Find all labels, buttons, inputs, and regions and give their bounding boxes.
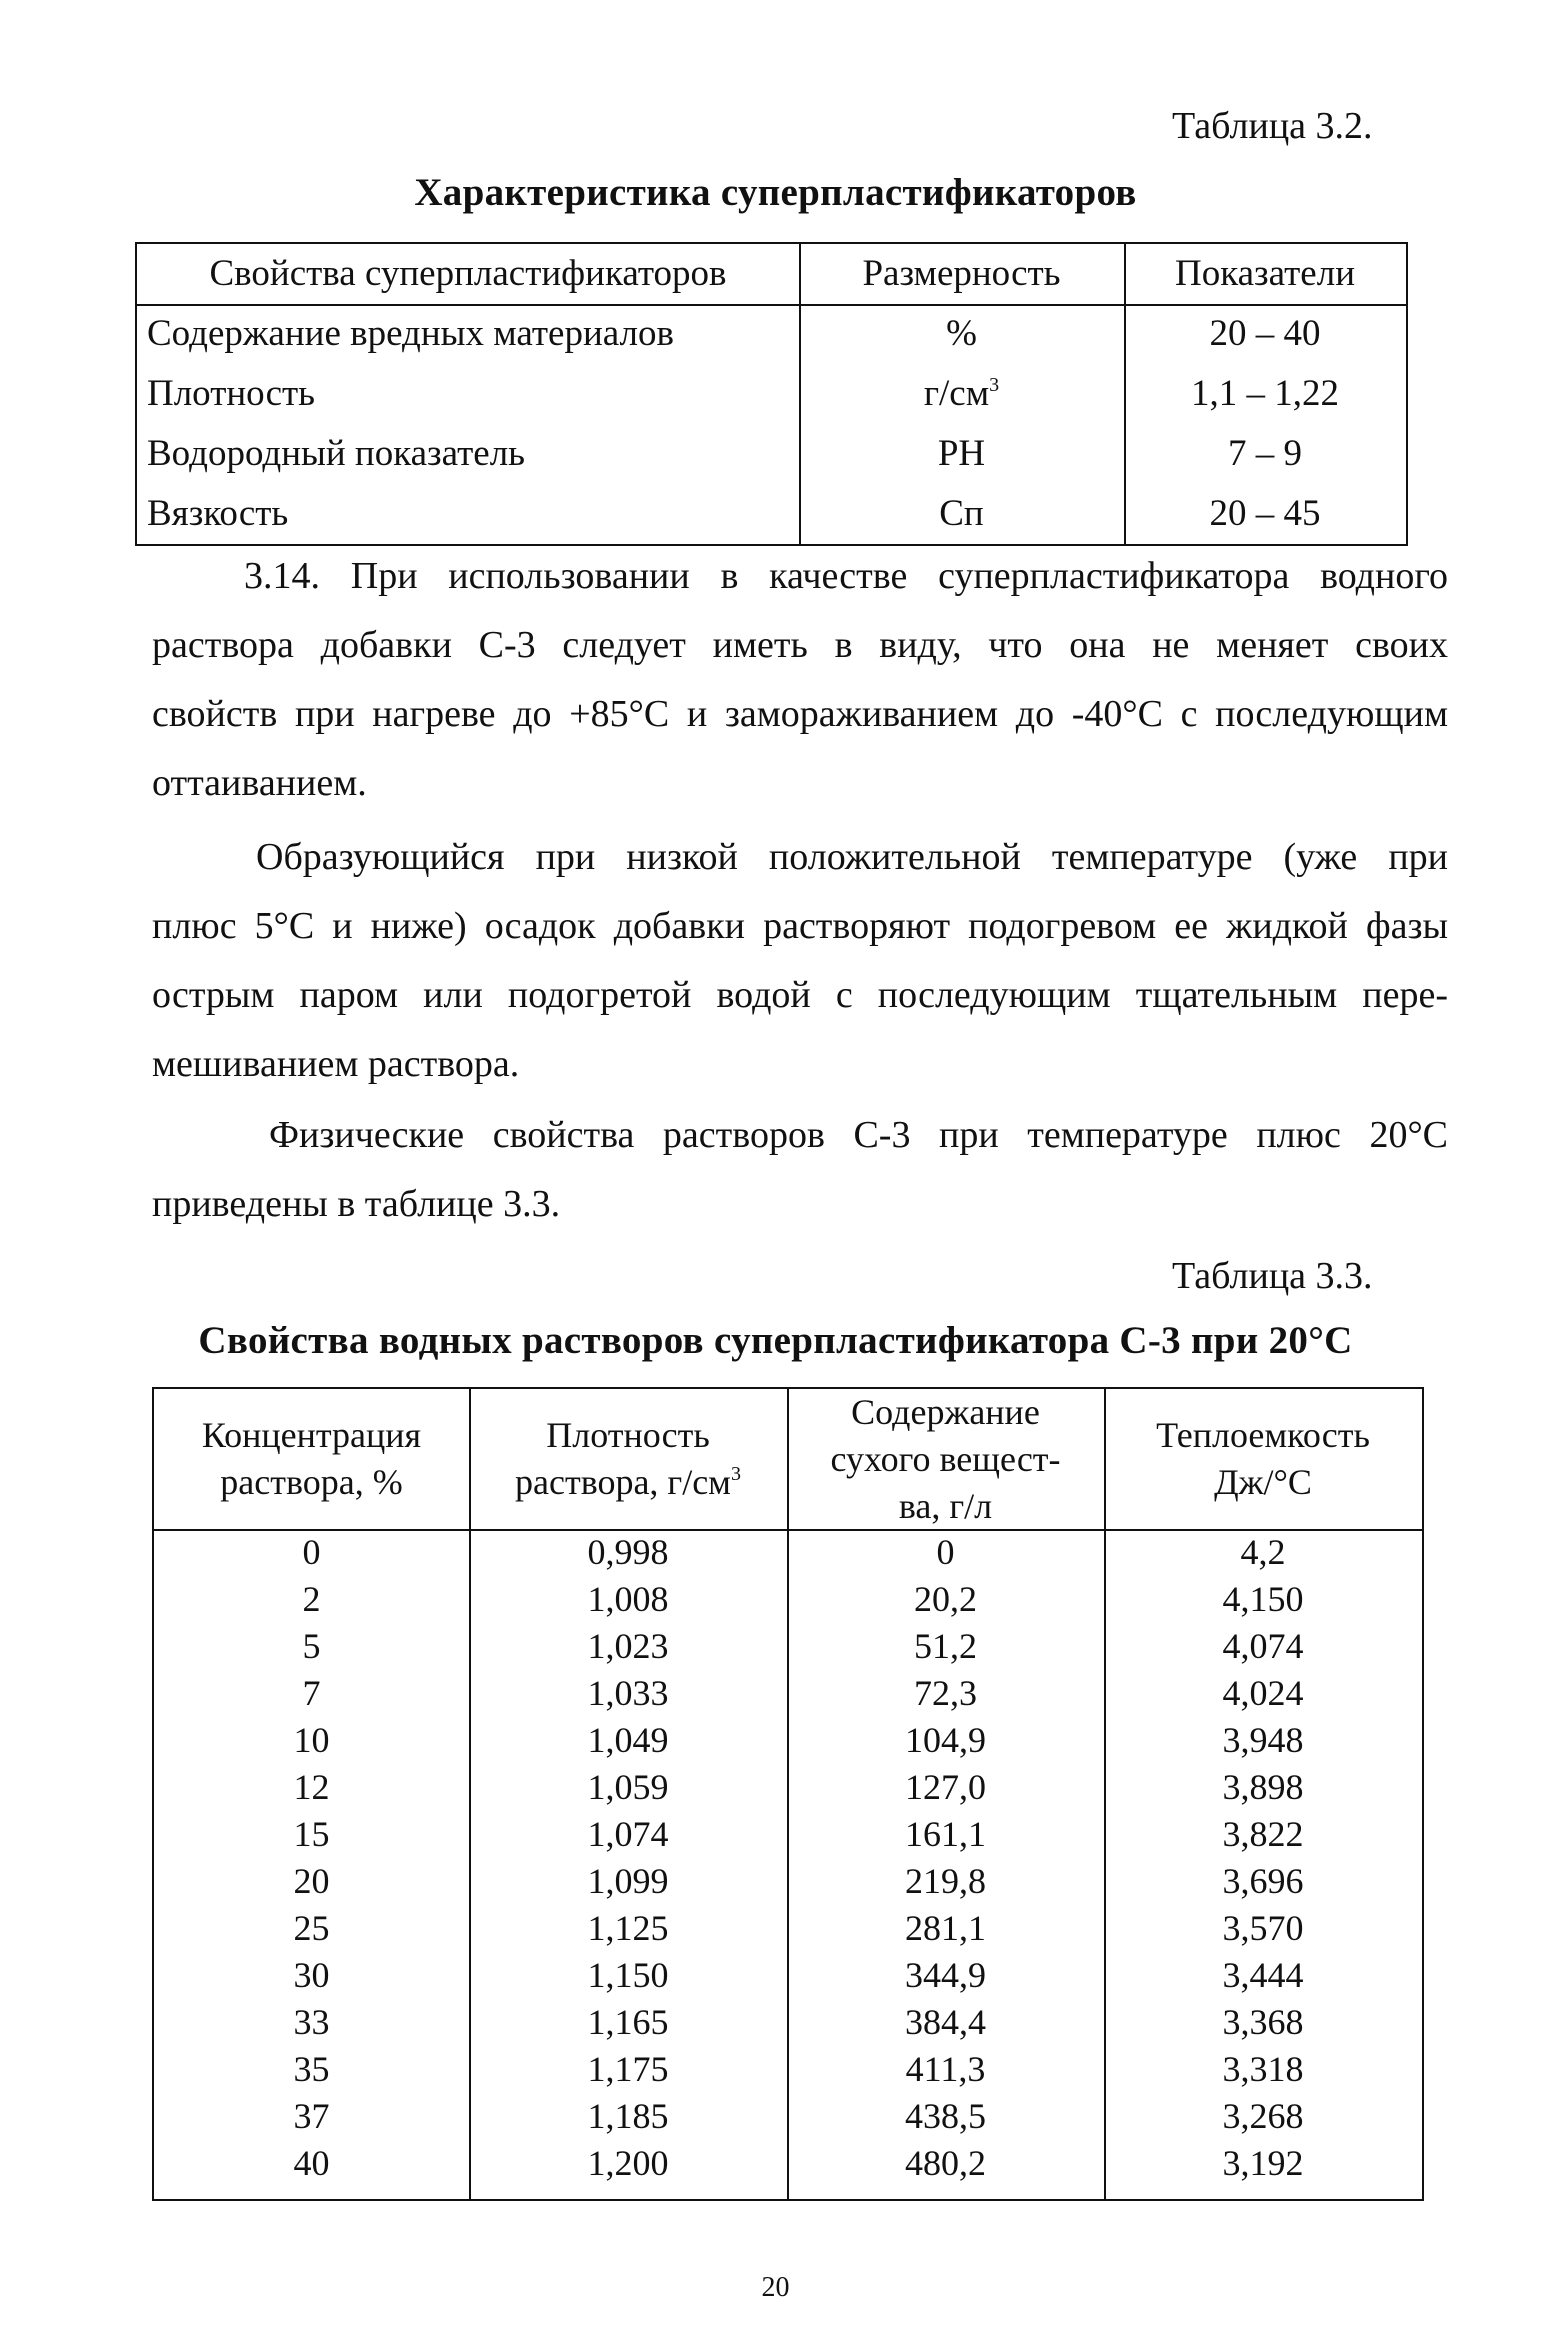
table-cell: 25 [293, 1908, 330, 1948]
table-header-dry-content: Содержание сухого вещест- ва, г/л [830, 1391, 1061, 1526]
table-cell: 127,0 [905, 1767, 986, 1807]
table-cell: 3,696 [1222, 1861, 1304, 1901]
paragraph-line: оттаиванием. [152, 762, 367, 804]
table-cell: 0,998 [587, 1532, 669, 1572]
paragraph-sediment [152, 823, 1448, 1099]
paragraph-line: мешиванием раствора. [152, 1043, 520, 1085]
table-cell: 15 [293, 1814, 330, 1854]
paragraph-line: 3.14. При использовании в качестве суперпластификатора водного [244, 555, 1448, 597]
table-cell: 3,948 [1222, 1720, 1304, 1760]
table-header-concentration: Концентрация раствора, % [201, 1415, 422, 1502]
table-cell: 1,175 [587, 2049, 669, 2089]
table-cell: 30 [293, 1955, 330, 1995]
table-3-2-caption: Таблица 3.2. [1172, 105, 1373, 147]
table-cell-value: 20 – 40 [1209, 313, 1321, 354]
table-cell: 72,3 [914, 1673, 977, 1713]
table-3-2 [135, 242, 1408, 546]
table-cell: 1,185 [587, 2096, 669, 2136]
paragraph-physical-properties [152, 1101, 1448, 1239]
paragraph-line: Образующийся при низкой положительной температуре (уже при [256, 836, 1448, 878]
column-concentration [154, 1529, 469, 2187]
paragraph-line: раствора добавки С-3 следует иметь в виду, что она не меняет своих [152, 624, 1448, 666]
paragraph-3-14 [152, 542, 1448, 818]
table-cell: 3,368 [1222, 2002, 1304, 2042]
paragraph-line: приведены в таблице 3.3. [152, 1183, 561, 1225]
table-cell: 3,268 [1222, 2096, 1304, 2136]
table-cell-property: Вязкость [147, 493, 289, 534]
table-3-3-title: Свойства водных растворов суперпластификатора С-3 при 20°С [198, 1319, 1353, 1362]
table-cell: 411,3 [905, 2049, 986, 2089]
table-cell: 7 [302, 1673, 321, 1713]
table-cell: 1,074 [587, 1814, 669, 1854]
table-cell: 51,2 [914, 1626, 977, 1666]
table-cell: 1,200 [587, 2143, 669, 2183]
table-cell: 10 [293, 1720, 330, 1760]
table-cell: 5 [302, 1626, 321, 1666]
paragraph-line: свойств при нагреве до +85°С и замораживанием до -40°С с последующим [152, 693, 1448, 735]
table-cell: 4,074 [1222, 1626, 1304, 1666]
table-cell: 344,9 [905, 1955, 986, 1995]
table-cell: 2 [302, 1579, 321, 1619]
table-cell: 0 [936, 1532, 955, 1572]
column-heat-capacity [1104, 1529, 1422, 2187]
table-cell: 3,898 [1222, 1767, 1304, 1807]
table-cell: 4,150 [1222, 1579, 1304, 1619]
table-cell: 219,8 [905, 1861, 986, 1901]
table-cell: 3,822 [1222, 1814, 1304, 1854]
paragraph-line: плюс 5°С и ниже) осадок добавки растворяют подогревом ее жидкой фазы [152, 905, 1448, 947]
table-cell: 1,125 [587, 1908, 669, 1948]
table-cell-unit: PH [937, 433, 986, 474]
table-cell: 4,2 [1240, 1532, 1286, 1572]
column-dry-content [787, 1529, 1104, 2187]
table-cell-value: 20 – 45 [1209, 493, 1321, 534]
table-header-value: Показатели [1175, 253, 1355, 294]
table-cell: 384,4 [905, 2002, 986, 2042]
table-cell: 1,099 [587, 1861, 669, 1901]
table-cell: 161,1 [905, 1814, 986, 1854]
table-cell-unit: Сп [939, 493, 984, 534]
table-cell: 1,059 [587, 1767, 669, 1807]
table-cell: 3,570 [1222, 1908, 1304, 1948]
table-cell: 37 [293, 2096, 330, 2136]
table-cell: 1,008 [587, 1579, 669, 1619]
table-cell: 3,444 [1222, 1955, 1304, 1995]
table-header-heat-capacity: Теплоемкость Дж/°С [1156, 1415, 1370, 1502]
table-3-3-caption: Таблица 3.3. [1172, 1255, 1373, 1297]
table-cell: 33 [293, 2002, 330, 2042]
table-cell-unit: $г/см^3$ [923, 373, 1000, 414]
table-cell: 1,150 [587, 1955, 669, 1995]
table-3-3 [152, 1387, 1424, 2201]
table-cell-value: 7 – 9 [1228, 433, 1302, 474]
table-cell: 0 [302, 1532, 321, 1572]
table-header-property: Свойства суперпластификаторов [209, 253, 727, 294]
table-cell: 3,318 [1222, 2049, 1304, 2089]
table-header-density: Плотность раствора, $г/см^3$ [515, 1415, 741, 1502]
table-header-unit: Размерность [862, 253, 1061, 294]
table-cell: 104,9 [905, 1720, 986, 1760]
table-cell: 12 [293, 1767, 330, 1807]
table-cell-property: Водородный показатель [147, 433, 526, 474]
table-cell: 3,192 [1222, 2143, 1304, 2183]
page-number: 20 [761, 2272, 790, 2303]
table-cell: 35 [293, 2049, 330, 2089]
table-cell-property: Плотность [147, 373, 316, 414]
table-cell: 40 [293, 2143, 330, 2183]
table-cell-value: 1,1 – 1,22 [1191, 373, 1339, 414]
table-cell: 20 [293, 1861, 330, 1901]
table-3-2-title: Характеристика суперпластификаторов [414, 171, 1137, 214]
table-cell: 1,023 [587, 1626, 669, 1666]
column-density [469, 1529, 787, 2187]
table-cell: 1,049 [587, 1720, 669, 1760]
table-cell: 438,5 [905, 2096, 986, 2136]
table-cell: 480,2 [905, 2143, 986, 2183]
table-cell: 1,033 [587, 1673, 669, 1713]
table-cell: 1,165 [587, 2002, 669, 2042]
table-cell: 4,024 [1222, 1673, 1304, 1713]
paragraph-line: Физические свойства растворов С-3 при температуре плюс 20°С [269, 1114, 1448, 1156]
table-cell-unit: % [946, 313, 977, 354]
table-cell: 281,1 [905, 1908, 986, 1948]
table-cell: 20,2 [914, 1579, 977, 1619]
paragraph-line: острым паром или подогретой водой с последующим тщательным пере- [152, 974, 1448, 1016]
table-cell-property: Содержание вредных материалов [147, 313, 674, 354]
